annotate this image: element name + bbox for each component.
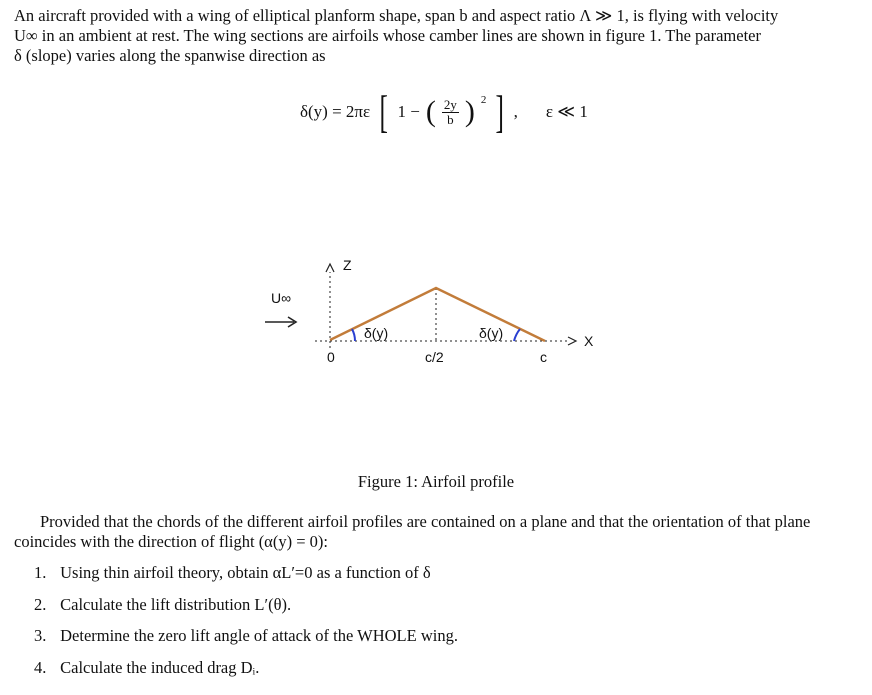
equation-separator: , [513,102,518,121]
question-text: Determine the zero lift angle of attack of the WHOLE wing. [60,626,458,645]
paren-close: ) [464,95,475,128]
flow-velocity-label: U∞ [271,290,292,306]
bracket-open: [ [379,86,389,137]
question-item [34,595,458,627]
question-list [34,563,458,689]
question-number: 4. [34,657,47,677]
question-number: 3. [34,626,47,645]
equation-condition: ε ≪ 1 [545,102,588,121]
intro-line-3: δ (slope) varies along the spanwise direction as [14,46,326,65]
right-slope-arc [514,329,520,341]
camber-line [330,288,545,341]
equation-fraction [442,98,459,127]
fraction-denominator: b [447,111,454,127]
question-item [34,658,458,690]
bracket-close: ] [495,86,505,137]
intro-line-2: U∞ in an ambient at rest. The wing sections are airfoils whose camber lines are shown in figure 1. The parameter [14,26,761,45]
condition-line-1: Provided that the chords of the different airfoil profiles are contained on a plane and that the orientation of that [40,512,771,531]
equation-lhs: δ(y) = 2πε [300,102,371,121]
left-slope-arc [352,329,355,341]
figure-caption: Figure 1: Airfoil profile [357,472,515,491]
airfoil-figure [0,240,872,380]
midchord-label: c/2 [425,349,444,365]
question-item [34,563,458,595]
x-axis-arrow-icon [568,337,576,345]
question-item [34,626,458,658]
left-slope-label: δ(y) [364,325,389,341]
condition-statement [14,512,850,552]
intro-line-1: An aircraft provided with a wing of elliptical planform shape, span b and aspect ratio Λ ≫ 1, is flying with velocity [14,6,779,25]
question-number: 1. [34,563,47,582]
condition-line-2: plane coincides with the direction of flight (α(y) = 0): [14,512,811,551]
origin-label: 0 [327,349,335,365]
paren-open: ( [425,95,436,128]
question-text: Calculate the induced drag Dᵢ. [60,657,260,677]
question-text: Calculate the lift distribution L′(θ). [60,594,292,614]
problem-statement [14,6,850,66]
chord-end-label: c [540,349,547,365]
z-axis-arrow-icon [326,264,334,272]
equation-one-minus: 1 − [397,102,420,121]
slope-equation [300,84,588,140]
x-axis-label: X [584,333,594,349]
fraction-numerator: 2y [443,96,457,112]
right-slope-label: δ(y) [479,325,504,341]
z-axis-label: Z [343,257,352,273]
equation-exponent: 2 [480,94,487,106]
question-number: 2. [34,594,47,614]
question-text: Using thin airfoil theory, obtain αL′=0 as a function of δ [60,563,431,582]
